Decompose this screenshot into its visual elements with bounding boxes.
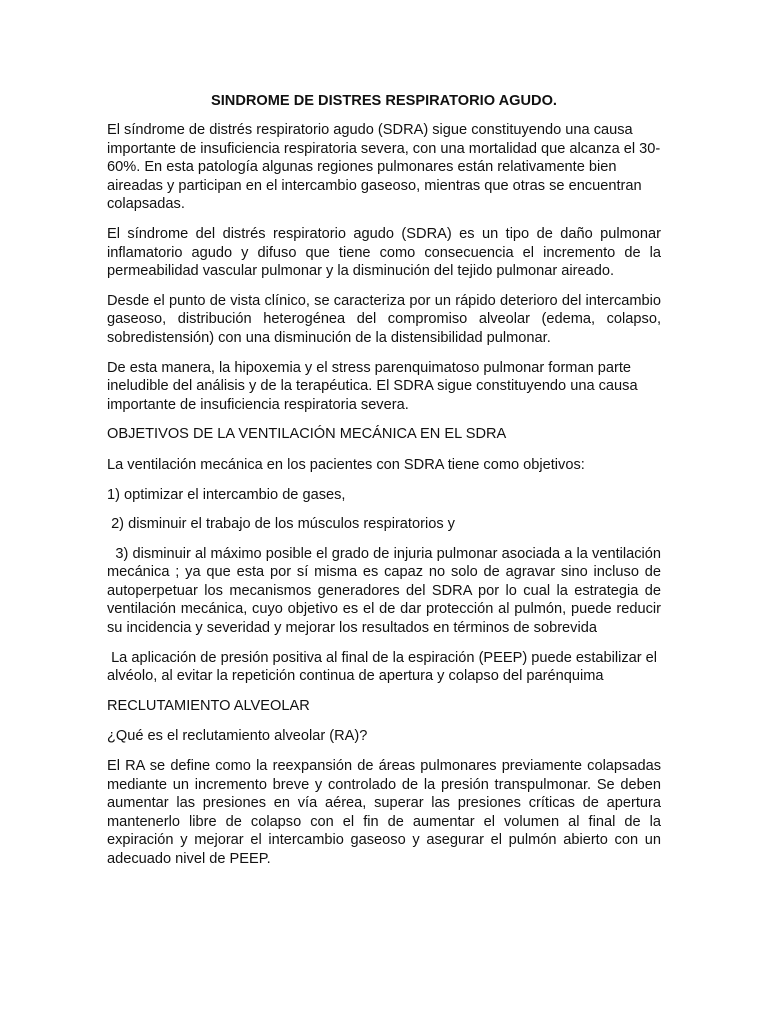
section-heading-objectives: OBJETIVOS DE LA VENTILACIÓN MECÁNICA EN EL SDRA bbox=[107, 426, 507, 443]
paragraph-objectives-intro: La ventilación mecánica en los pacientes con SDRA tiene como objetivos: bbox=[107, 456, 585, 473]
paragraph-hypoxemia: De esta manera, la hipoxemia y el stress parenquimatoso pulmonar forman parte ineludible del análisis y de la terapéutica. El SDRA sigue constituyendo una causa importante de insuficiencia respiratoria severa. bbox=[107, 359, 638, 413]
objective-item-1: 1) optimizar el intercambio de gases, bbox=[107, 486, 346, 503]
paragraph-clinical: Desde el punto de vista clínico, se caracteriza por un rápido deterioro del intercambio gaseoso, distribución heterogénea del compromiso alveolar (edema, colapso, sobredistensión) con una disminución de la distensibilidad pulmonar. bbox=[107, 292, 661, 346]
question-recruitment: ¿Qué es el reclutamiento alveolar (RA)? bbox=[107, 728, 368, 745]
section-heading-recruitment: RECLUTAMIENTO ALVEOLAR bbox=[107, 697, 310, 714]
objective-item-3: 3) disminuir al máximo posible el grado de injuria pulmonar asociada a la ventilación mecánica ; ya que esta por sí misma es capaz no solo de agravar sino incluso de autoperpetuar los mecanismos generadores del SDRA por lo cual la estrategia de ventilación mecánica, cuyo objetivo es el de dar protección al pulmón, puede reducir su incidencia y severidad y mejorar los resultados en términos de sobrevida bbox=[107, 545, 666, 637]
objective-item-2: 2) disminuir el trabajo de los músculos respiratorios y bbox=[107, 516, 455, 533]
document-title: SINDROME DE DISTRES RESPIRATORIO AGUDO. bbox=[211, 93, 557, 109]
paragraph-definition: El síndrome del distrés respiratorio agudo (SDRA) es un tipo de daño pulmonar inflamatorio agudo y difuso que tiene como consecuencia el incremento de la permeabilidad vascular pulmonar y la disminución del tejido pulmonar aireado. bbox=[107, 225, 661, 280]
paragraph-recruitment-definition: El RA se define como la reexpansión de áreas pulmonares previamente colapsadas mediante un incremento breve y controlado de la presión transpulmonar. Se deben aumentar las presiones en vía aérea, superar las presiones críticas de apertura mantenerlo libre de colapso con el fin de aumentar el volumen al final de la expiración y mejorar el intercambio gaseoso y asegurar el pulmón abierto con un adecuado nivel de PEEP. bbox=[107, 758, 661, 867]
paragraph-peep: La aplicación de presión positiva al final de la espiración (PEEP) puede estabilizar el alvéolo, al evitar la repetición continua de apertura y colapso del parénquima bbox=[107, 649, 662, 685]
paragraph-intro: El síndrome de distrés respiratorio agudo (SDRA) sigue constituyendo una causa importante de insuficiencia respiratoria severa, con una mortalidad que alcanza el 30-60%. En esta patología algunas regiones pulmonares están relativamente bien aireadas y participan en el intercambio gaseoso, mientras que otras se encuentran colapsadas. bbox=[107, 122, 661, 213]
